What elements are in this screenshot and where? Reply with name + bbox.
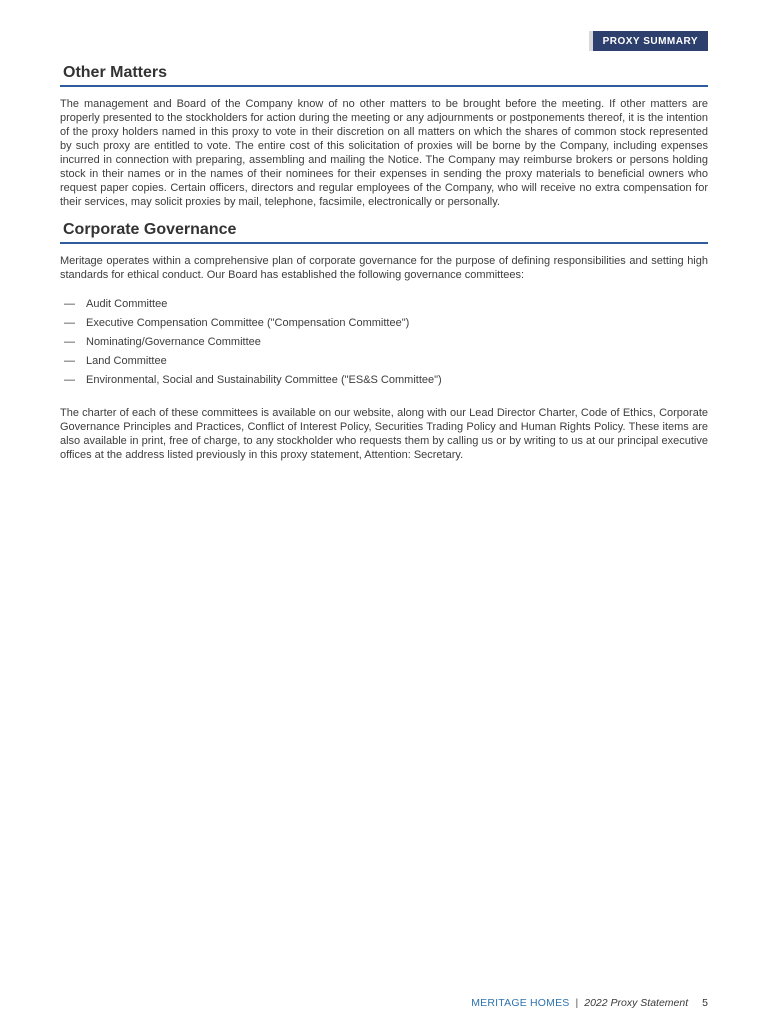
heading-rule xyxy=(60,242,708,244)
list-item xyxy=(60,314,708,333)
committee-label: Audit Committee xyxy=(86,298,168,310)
dash-bullet: — xyxy=(64,355,75,367)
committee-label: Nominating/Governance Committee xyxy=(86,336,261,348)
document-page xyxy=(0,31,768,1009)
dash-bullet: — xyxy=(64,336,75,348)
proxy-summary-badge xyxy=(589,31,708,51)
committee-label: Land Committee xyxy=(86,355,167,367)
committee-label: Executive Compensation Committee ("Compensation Committee") xyxy=(86,317,410,329)
badge-row xyxy=(60,31,708,51)
page-footer xyxy=(471,997,708,1009)
other-matters-heading: Other Matters xyxy=(63,64,168,81)
committee-label: Environmental, Social and Sustainability Committee ("ES&S Committee") xyxy=(86,374,442,386)
corporate-governance-heading: Corporate Governance xyxy=(63,221,237,238)
list-item xyxy=(60,371,708,390)
dash-bullet: — xyxy=(64,317,75,329)
corporate-governance-closing: The charter of each of these committees is available on our website, along with our Lead Director Charter, Code of Ethics, Corporate Governance Principles and Practices, Conflict of Interest Policy, Securities Trading Policy and Human Rights Policy. These items are also available in print, free of charge, to any stockholder who requests them by calling us or by writing to us at our principal executive offices at the address listed previously in this proxy statement, Attention: Secretary. xyxy=(60,407,708,461)
dash-bullet: — xyxy=(64,374,75,386)
corporate-governance-intro: Meritage operates within a comprehensive plan of corporate governance for the purpose of defining responsibilities and setting high standards for ethical conduct. Our Board has established the following governance committees: xyxy=(60,255,708,281)
committee-list xyxy=(60,295,708,390)
proxy-summary-badge-label: PROXY SUMMARY xyxy=(593,31,708,51)
other-matters-paragraph: The management and Board of the Company know of no other matters to be brought before the meeting. If other matters are properly presented to the stockholders for action during the meeting or any adjournments or postponements thereof, it is the intention of the proxy holders named in this proxy to vote in their discretion on all matters on which the shares of common stock represented by such proxy are entitled to vote. The entire cost of this solicitation of proxies will be borne by the Company, including expenses incurred in connection with preparing, assembling and mailing the Notice. The Company may reimburse brokers or persons holding stock in their names or in the names of their nominees for their expenses in sending the proxy materials to beneficial owners who request paper copies. Certain officers, directors and regular employees of the Company, who will receive no extra compensation for their services, may solicit proxies by mail, telephone, facsimile, electronically or personally. xyxy=(60,98,708,208)
footer-document-title: 2022 Proxy Statement xyxy=(584,997,689,1009)
page-content xyxy=(60,64,708,462)
list-item xyxy=(60,333,708,352)
list-item xyxy=(60,352,708,371)
list-item xyxy=(60,295,708,314)
footer-separator: | xyxy=(575,997,579,1009)
dash-bullet: — xyxy=(64,298,75,310)
section-other-matters xyxy=(60,64,708,209)
page-number: 5 xyxy=(702,997,708,1009)
heading-rule xyxy=(60,85,708,87)
footer-company-name: MERITAGE HOMES xyxy=(471,997,570,1009)
section-corporate-governance xyxy=(60,221,708,462)
